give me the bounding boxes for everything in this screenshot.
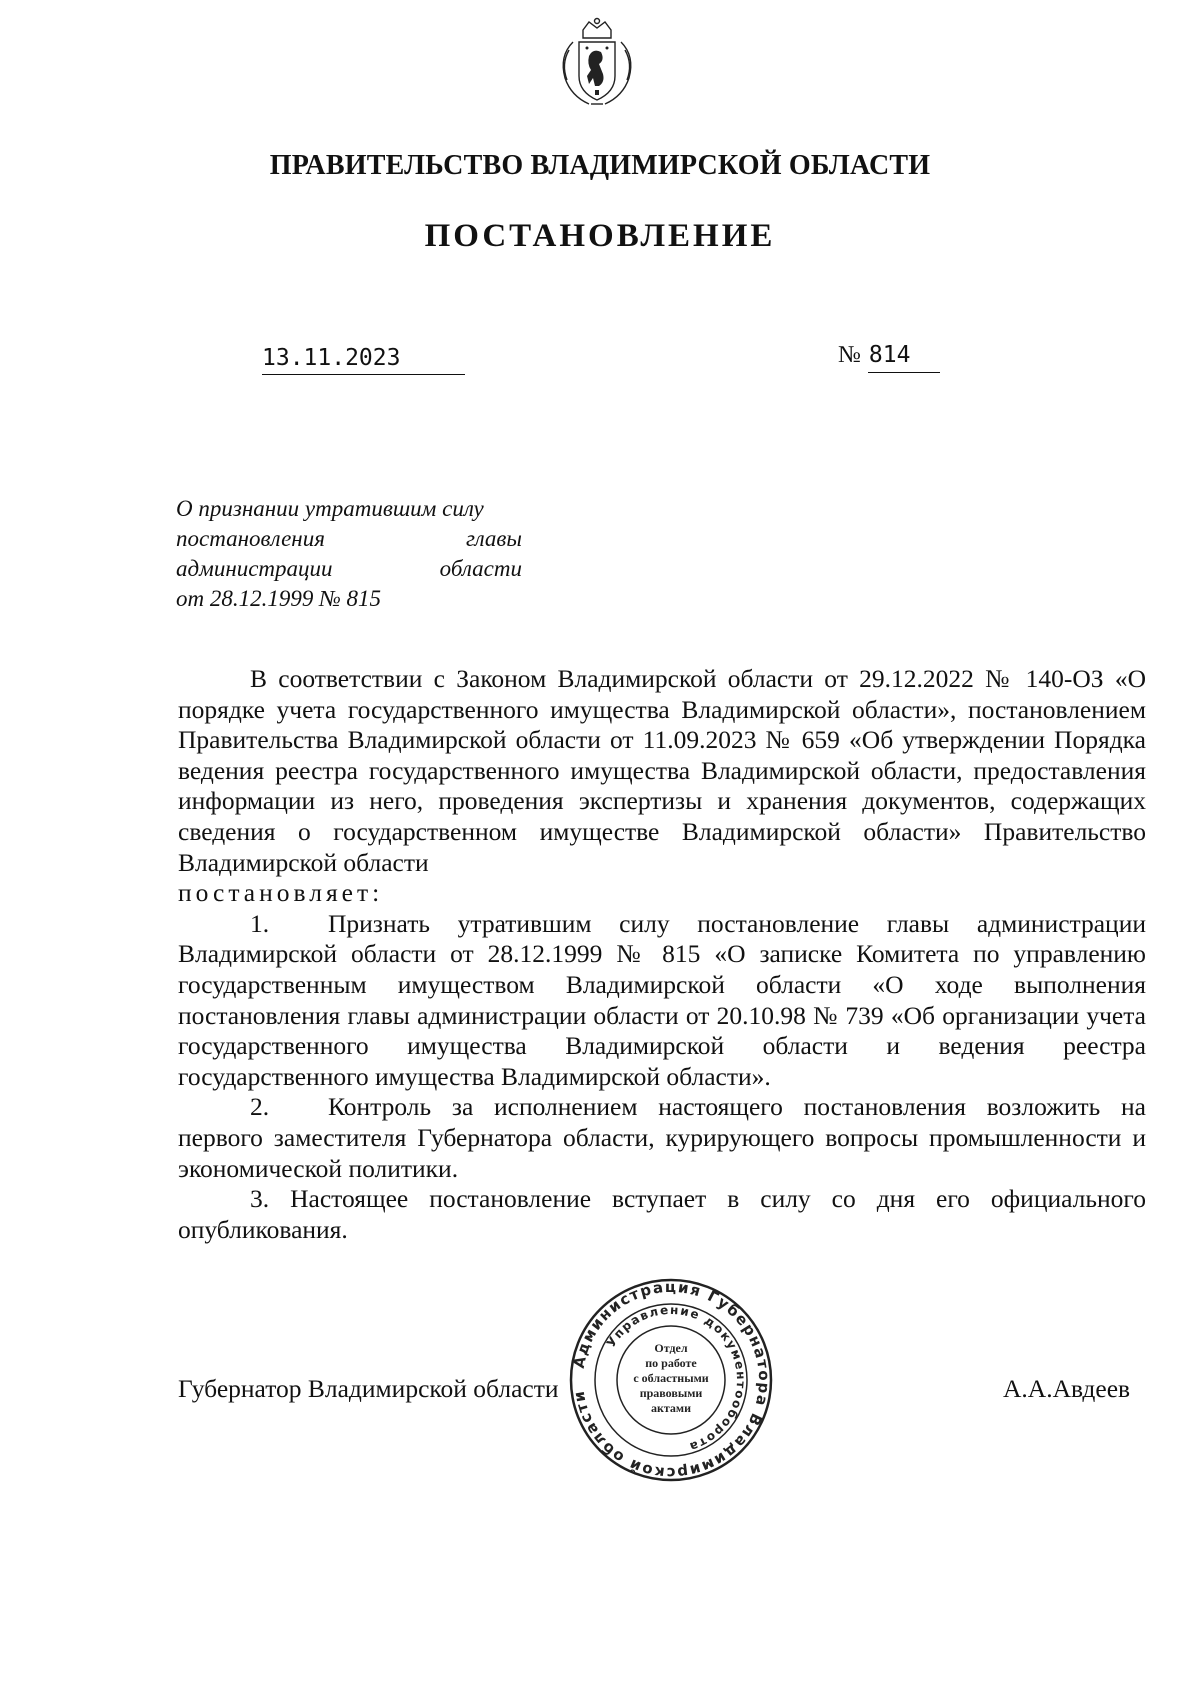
seal-center-line: правовыми xyxy=(639,1386,703,1400)
document-subject xyxy=(176,494,522,614)
seal-center-text xyxy=(621,1341,721,1416)
preamble-paragraph: В соответствии с Законом Владимирской области от 29.12.2022 № 140-ОЗ «О порядке учета государственного имущества Владимирской области», постановлением Правительства Владимирской области от 11.09.2023 № 659 «Об утверждении Порядка ведения реестра государственного имущества Владимирской области, предоставления информации из него, проведения экспертизы и хранения документов, содержащих сведения о государственном имуществе Владимирской области» Правительство Владимирской области xyxy=(178,664,1146,877)
item-3-paragraph: 3. Настоящее постановление вступает в силу со дня его официального опубликования. xyxy=(178,1184,1146,1244)
subject-line xyxy=(176,524,522,554)
subject-line: от 28.12.1999 № 815 xyxy=(176,586,382,611)
item-2-text: Контроль за исполнением настоящего постановления возложить на первого заместителя Губернатора области, курирующего вопросы промышленности и экономической политики. xyxy=(178,1092,1146,1183)
document-type-title: ПОСТАНОВЛЕНИЕ xyxy=(424,218,776,254)
document-body xyxy=(178,664,1146,1245)
signatory-position: Губернатор Владимирской области xyxy=(178,1374,559,1403)
seal-center-line: по работе xyxy=(645,1356,697,1370)
item-1-text: Признать утратившим силу постановление главы администрации Владимирской области от 28.12.1999 № 815 «О записке Комитета по управлению государственным имуществом Владимирской области «О ходе выполнения постановления главы администрации области от 20.10.98 № 739 «Об организации учета государственного имущества Владимирской области и ведения реестра государственного имущества Владимирской области». xyxy=(178,908,1146,1091)
official-seal-icon xyxy=(566,1275,776,1485)
document-date: 13.11.2023 xyxy=(262,345,401,371)
subject-word: области xyxy=(439,556,522,581)
coat-of-arms-icon xyxy=(553,16,641,112)
item-2-number: 2. xyxy=(250,1092,270,1122)
organization-title: ПРАВИТЕЛЬСТВО ВЛАДИМИРСКОЙ ОБЛАСТИ xyxy=(269,150,931,181)
seal-inner-text: Управление документооборота xyxy=(603,1302,749,1455)
date-underline xyxy=(262,374,465,375)
item-1-paragraph xyxy=(178,909,1146,1093)
seal-center-line: с областными xyxy=(633,1371,709,1385)
seal-center-line: актами xyxy=(650,1401,692,1415)
subject-word: постановления xyxy=(176,526,325,551)
document-number xyxy=(838,342,910,369)
number-sign: № xyxy=(838,342,861,368)
number-underline xyxy=(868,372,940,373)
subject-word: администрации xyxy=(176,556,333,581)
item-2-paragraph xyxy=(178,1092,1146,1184)
item-1-number: 1. xyxy=(250,908,270,938)
seal-outer-text: Администрация Губернатора Владимирской области xyxy=(569,1277,774,1483)
subject-word: главы xyxy=(465,526,522,551)
number-value: 814 xyxy=(868,342,911,368)
subject-line: О признании утратившим силу xyxy=(176,496,484,521)
signatory-name: А.А.Авдеев xyxy=(1003,1374,1131,1403)
seal-center-line: Отдел xyxy=(654,1341,688,1355)
resolves-word: постановляет: xyxy=(178,878,384,908)
subject-line xyxy=(176,554,522,584)
